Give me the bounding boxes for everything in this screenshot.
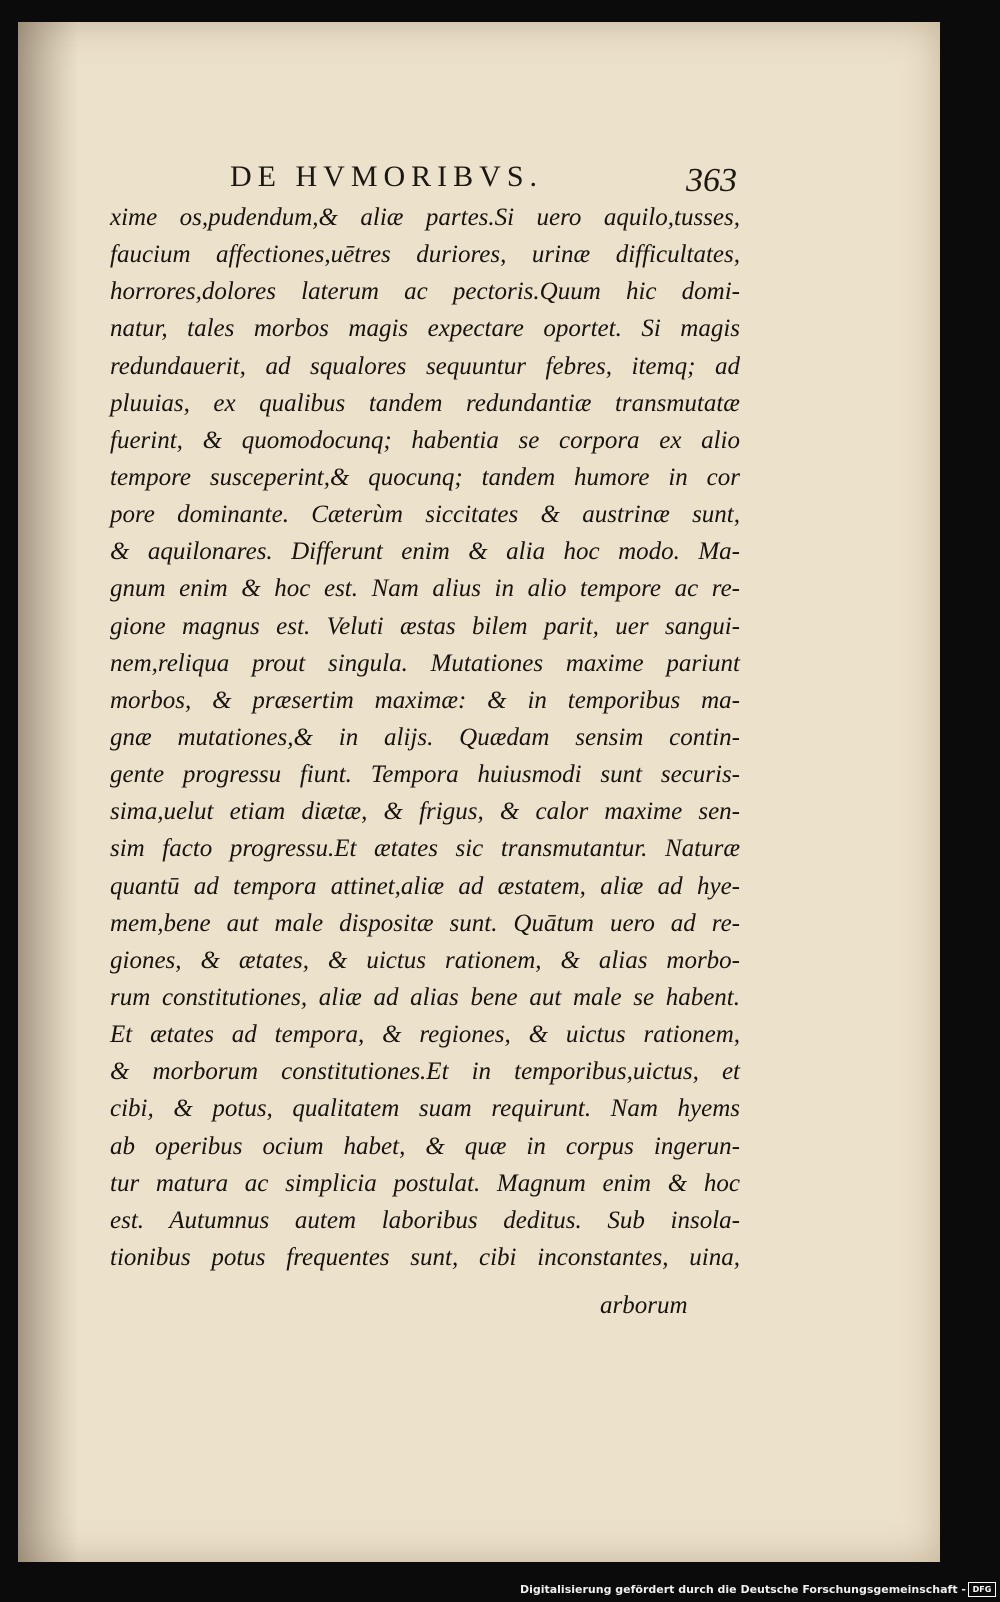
book-page (18, 22, 940, 1562)
text-line: faucium affectiones,uētres duriores, urinæ difficultates, (110, 241, 740, 269)
text-line: sim facto progressu.Et ætates sic transmutantur. Naturæ (110, 835, 740, 863)
text-line: gnæ mutationes,& in alijs. Quædam sensim contin- (110, 723, 740, 751)
body-text (110, 199, 740, 1276)
text-line: gente progressu fiunt. Tempora huiusmodi sunt securis- (110, 761, 740, 789)
text-line: fuerint, & quomodocunq; habentia se corpora ex alio (110, 426, 740, 454)
running-head: DE HVMORIBVS. (230, 160, 544, 193)
page-number: 363 (686, 162, 737, 199)
text-line: ab operibus ocium habet, & quæ in corpus ingerun- (110, 1132, 740, 1160)
text-line: mem,bene aut male dispositæ sunt. Quātum uero ad re- (110, 909, 740, 937)
text-line: rum constitutiones, aliæ ad alias bene aut male se habent. (110, 983, 740, 1011)
text-line: redundauerit, ad squalores sequuntur febres, itemq; ad (110, 352, 740, 380)
text-line: gione magnus est. Veluti æstas bilem parit, uer sangui- (110, 612, 740, 640)
text-line: pluuias, ex qualibus tandem redundantiæ transmutatæ (110, 389, 740, 417)
footer-bar (0, 1562, 1000, 1602)
text-line: natur, tales morbos magis expectare oportet. Si magis (110, 315, 740, 343)
text-line: Et ætates ad tempora, & regiones, & uictus rationem, (110, 1021, 740, 1049)
text-line: tur matura ac simplicia postulat. Magnum enim & hoc (110, 1169, 740, 1197)
text-line: quantū ad tempora attinet,aliæ ad æstatem, aliæ ad hye- (110, 872, 740, 900)
text-line: xime os,pudendum,& aliæ partes.Si uero aquilo,tusses, (110, 204, 740, 231)
text-line: est. Autumnus autem laboribus deditus. Sub insola- (110, 1206, 740, 1234)
text-line: & morborum constitutiones.Et in temporibus,uictus, et (110, 1058, 740, 1086)
gutter-shadow (18, 22, 78, 1562)
text-line: cibi, & potus, qualitatem suam requirunt. Nam hyems (110, 1095, 740, 1123)
text-line: morbos, & præsertim maximæ: & in temporibus ma- (110, 686, 740, 714)
text-line: sima,uelut etiam diætæ, & frigus, & calor maxime sen- (110, 798, 740, 826)
text-line: giones, & ætates, & uictus rationem, & alias morbo- (110, 946, 740, 974)
funding-credit: Digitalisierung gefördert durch die Deutsche Forschungsgemeinschaft - (519, 1583, 966, 1596)
text-line: & aquilonares. Differunt enim & alia hoc modo. Ma- (110, 538, 740, 566)
text-line: gnum enim & hoc est. Nam alius in alio tempore ac re- (110, 575, 740, 603)
text-line: tionibus potus frequentes sunt, cibi inconstantes, uina, (110, 1243, 740, 1271)
text-line: nem,reliqua prout singula. Mutationes maxime pariunt (110, 649, 740, 677)
text-line: tempore susceperint,& quocunq; tandem humore in cor (110, 463, 740, 491)
text-line: pore dominante. Cæterùm siccitates & austrinæ sunt, (110, 501, 740, 529)
catchword: arborum (600, 1292, 688, 1319)
dfg-logo-icon: DFG (968, 1582, 996, 1597)
text-line: horrores,dolores laterum ac pectoris.Quum hic domi- (110, 278, 740, 306)
